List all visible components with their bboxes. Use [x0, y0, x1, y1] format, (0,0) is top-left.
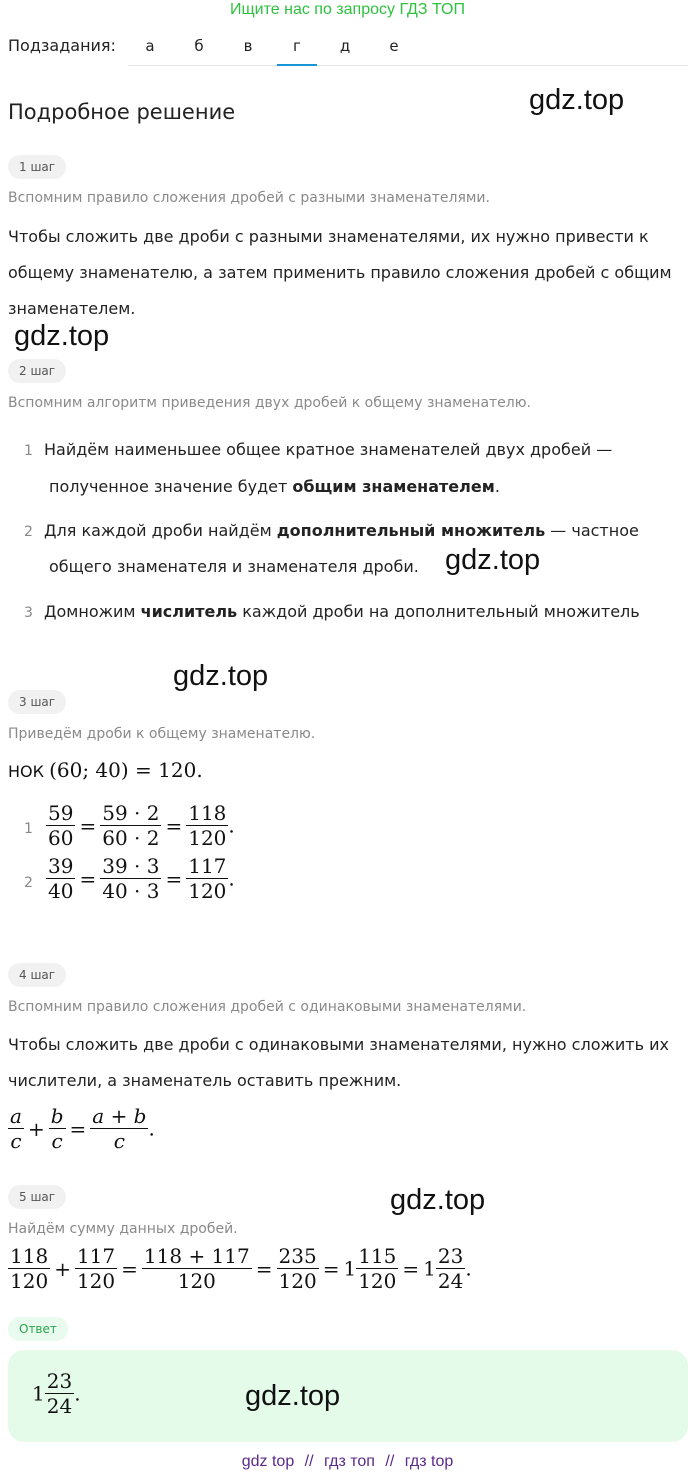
footer-link[interactable]: гдз top [404, 1453, 454, 1470]
nok-line [8, 758, 203, 782]
footer-separator: // [304, 1453, 314, 1470]
step-hint: Вспомним правило сложения дробей с одинаковыми знаменателями. [8, 999, 527, 1015]
step-text-line: Чтобы сложить две дроби с разными знаменателями, их нужно привести к [8, 227, 649, 246]
sum-expression: $\frac{118}{120}$ + $\frac{117}{120}$ = $\frac{118 + 117}{120}$ = $\frac{235}{120}$ = 1 $\frac{115}{120}$ = 1 $\frac{23}{24}$ . [10, 1244, 472, 1293]
list-item-line: полученное значение будет общим знаменателем. [49, 477, 500, 496]
step-text-line: общему знаменателю, а затем применить правило сложения дробей с общим [8, 263, 672, 282]
step-hint: Вспомним правило сложения дробей с разными знаменателями. [8, 190, 490, 206]
answer-badge: Ответ [8, 1317, 68, 1341]
subtask-tabs [128, 28, 688, 66]
list-number: 2 [24, 524, 33, 540]
formula: $\frac{a}{c}$ + $\frac{b}{c}$ = $\frac{a + b}{c}$ . [10, 1104, 155, 1153]
watermark: gdz.top [14, 320, 110, 352]
watermark: gdz.top [529, 84, 625, 116]
tab-g[interactable]: г [277, 28, 317, 66]
answer-value: 1 $\frac{23}{24}$ . [32, 1369, 81, 1418]
nok-label: НОК [8, 762, 44, 781]
list-item-line: общего знаменателя и знаменателя дроби. [49, 557, 419, 576]
tab-b[interactable]: б [194, 37, 204, 55]
subtasks-label: Подзадания: [8, 36, 116, 55]
footer-link[interactable]: гдз топ [324, 1453, 375, 1470]
list-item-line: Для каждой дроби найдём дополнительный множитель — частное [44, 521, 639, 540]
list-item-line: Найдём наименьшее общее кратное знаменателей двух дробей — [44, 440, 613, 459]
step-text-line: числители, а знаменатель оставить прежним. [8, 1071, 402, 1090]
footer-link[interactable]: gdz top [241, 1453, 295, 1470]
watermark: gdz.top [390, 1184, 486, 1216]
footer-separator: // [385, 1453, 395, 1470]
watermark: gdz.top [173, 660, 269, 692]
list-number: 1 [24, 821, 33, 837]
nok-expression: (60; 40) = 120. [49, 758, 203, 782]
fraction-row: $\frac{59}{60}$ = $\frac{59 \cdot 2}{60 \cdot 2}$ = $\frac{118}{120}$ . [48, 801, 235, 850]
answer-box [8, 1350, 688, 1442]
step-hint: Вспомним алгоритм приведения двух дробей к общему знаменателю. [8, 395, 531, 411]
footer-links [0, 1453, 695, 1471]
watermark: gdz.top [245, 1380, 341, 1412]
page-title: Подробное решение [8, 100, 236, 124]
step-badge: 1 шаг [8, 155, 66, 179]
fraction-row: $\frac{39}{40}$ = $\frac{39 \cdot 3}{40 \cdot 3}$ = $\frac{117}{120}$ . [48, 854, 235, 903]
step-badge: 5 шаг [8, 1185, 66, 1209]
step-hint: Найдём сумму данных дробей. [8, 1221, 238, 1237]
list-number: 1 [24, 443, 33, 459]
list-item-line: Домножим числитель каждой дроби на дополнительный множитель [44, 602, 640, 621]
step-badge: 4 шаг [8, 963, 66, 987]
step-badge: 2 шаг [8, 359, 66, 383]
watermark: gdz.top [445, 544, 541, 576]
step-text-line: знаменателем. [8, 299, 136, 318]
tab-e[interactable]: е [389, 37, 399, 55]
list-number: 2 [24, 875, 33, 891]
step-hint: Приведём дроби к общему знаменателю. [8, 726, 316, 742]
list-number: 3 [24, 605, 33, 621]
search-banner: Ищите нас по запросу ГДЗ ТОП [230, 1, 465, 18]
step-text-line: Чтобы сложить две дроби с одинаковыми знаменателями, нужно сложить их [8, 1035, 669, 1054]
tab-a[interactable]: а [145, 37, 155, 55]
tab-d[interactable]: д [339, 37, 351, 55]
step-badge: 3 шаг [8, 690, 66, 714]
tab-v[interactable]: в [243, 37, 253, 55]
